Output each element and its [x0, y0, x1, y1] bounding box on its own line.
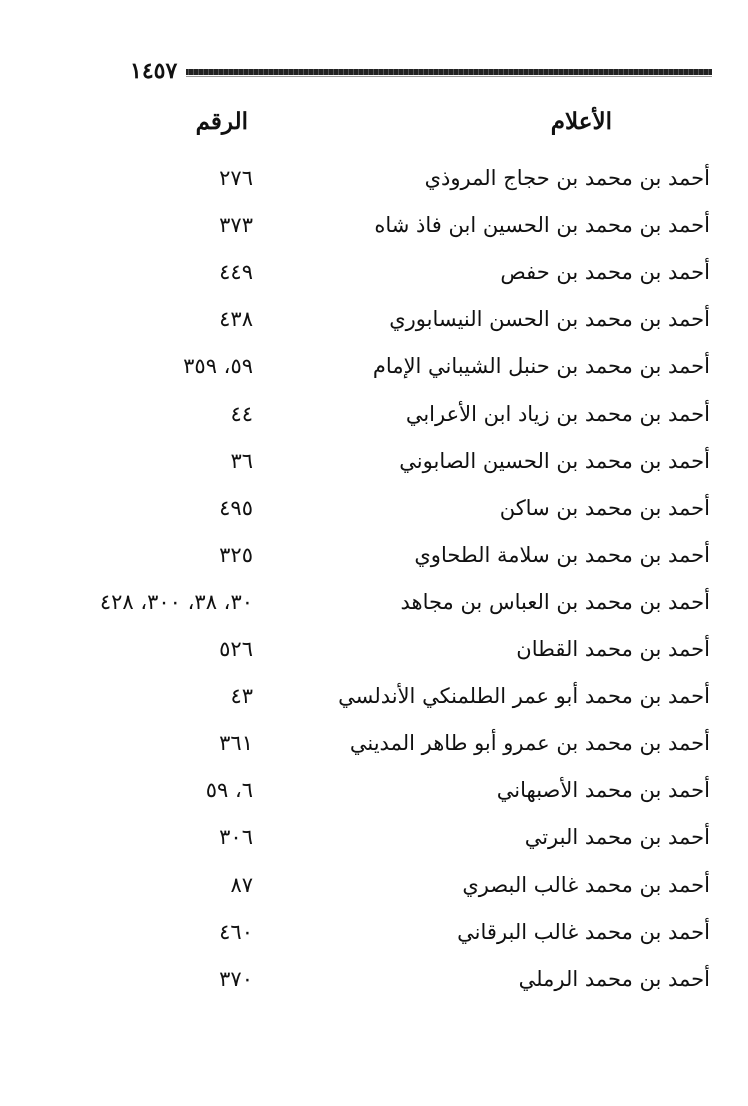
entry-name: أحمد بن محمد غالب البصري	[462, 872, 710, 897]
index-entry	[0, 254, 748, 300]
entry-name: أحمد بن محمد بن الحسين ابن فاذ شاه	[374, 213, 710, 238]
entry-pages: ٥٢٦	[219, 637, 253, 661]
entry-pages: ٤٤	[230, 401, 253, 426]
entry-pages: ٣٦١	[219, 731, 253, 756]
entry-pages: ٣٠٦	[219, 825, 253, 850]
entry-pages: ٤٣	[230, 684, 253, 709]
index-entry	[0, 867, 748, 913]
entry-name: أحمد بن محمد بن الحسين الصابوني	[399, 448, 710, 473]
entry-name: أحمد بن محمد البرتي	[524, 825, 710, 850]
entry-name: أحمد بن محمد بن زياد ابن الأعرابي	[405, 401, 710, 426]
entry-pages: ٤٩٥	[219, 495, 253, 520]
index-entry	[0, 725, 748, 771]
entry-name: أحمد بن محمد القطان	[516, 637, 710, 661]
entry-pages: ٤٤٩	[219, 260, 253, 285]
index-entry	[0, 631, 748, 677]
index-entry	[0, 490, 748, 536]
pages-column-heading: الرقم	[195, 108, 248, 135]
entry-name: أحمد بن محمد بن حجاج المروذي	[424, 166, 710, 190]
index-entry	[0, 443, 748, 489]
entry-name: أحمد بن محمد أبو عمر الطلمنكي الأندلسي	[338, 684, 710, 709]
entry-pages: ٣٧٣	[219, 213, 253, 238]
entry-pages: ٣٢٥	[219, 542, 253, 567]
index-entry	[0, 348, 748, 394]
index-entry	[0, 537, 748, 583]
entry-pages: ٤٣٨	[219, 307, 253, 332]
entry-pages: ٥٩، ٣٥٩	[183, 354, 253, 379]
entry-name: أحمد بن محمد بن الحسن النيسابوري	[389, 307, 710, 332]
index-entry	[0, 819, 748, 865]
index-entry	[0, 914, 748, 960]
entry-pages: ٣٦	[230, 448, 253, 473]
index-entry	[0, 678, 748, 724]
entry-name: أحمد بن محمد بن العباس بن مجاهد	[400, 589, 710, 614]
entry-name: أحمد بن محمد بن ساكن	[499, 495, 710, 520]
entry-pages: ٨٧	[230, 872, 253, 897]
names-column-heading: الأعلام	[550, 108, 612, 135]
index-entry	[0, 396, 748, 442]
entry-name: أحمد بن محمد بن سلامة الطحاوي	[414, 542, 710, 567]
index-entry	[0, 160, 748, 206]
entry-name: أحمد بن محمد الأصبهاني	[496, 778, 710, 803]
entry-name: أحمد بن محمد غالب البرقاني	[457, 919, 710, 944]
index-entry	[0, 584, 748, 630]
entry-name: أحمد بن محمد بن حفص	[500, 260, 710, 285]
entry-name: أحمد بن محمد بن عمرو أبو طاهر المديني	[349, 731, 710, 756]
entry-name: أحمد بن محمد بن حنبل الشيباني الإمام	[372, 354, 710, 379]
index-entry	[0, 961, 748, 1007]
entry-pages: ٦، ٥٩	[205, 778, 253, 803]
index-entry	[0, 207, 748, 253]
entry-pages: ٣٠، ٣٨، ٣٠٠، ٤٢٨	[99, 589, 253, 614]
entry-pages: ٣٧٠	[219, 966, 253, 991]
page-number: ١٤٥٧	[130, 58, 178, 84]
entry-pages: ٢٧٦	[219, 166, 253, 190]
entry-name: أحمد بن محمد الرملي	[518, 966, 710, 991]
index-entry	[0, 301, 748, 347]
header-rule	[186, 69, 712, 75]
index-entry	[0, 772, 748, 818]
page-header	[130, 58, 720, 88]
entry-pages: ٤٦٠	[219, 919, 253, 944]
